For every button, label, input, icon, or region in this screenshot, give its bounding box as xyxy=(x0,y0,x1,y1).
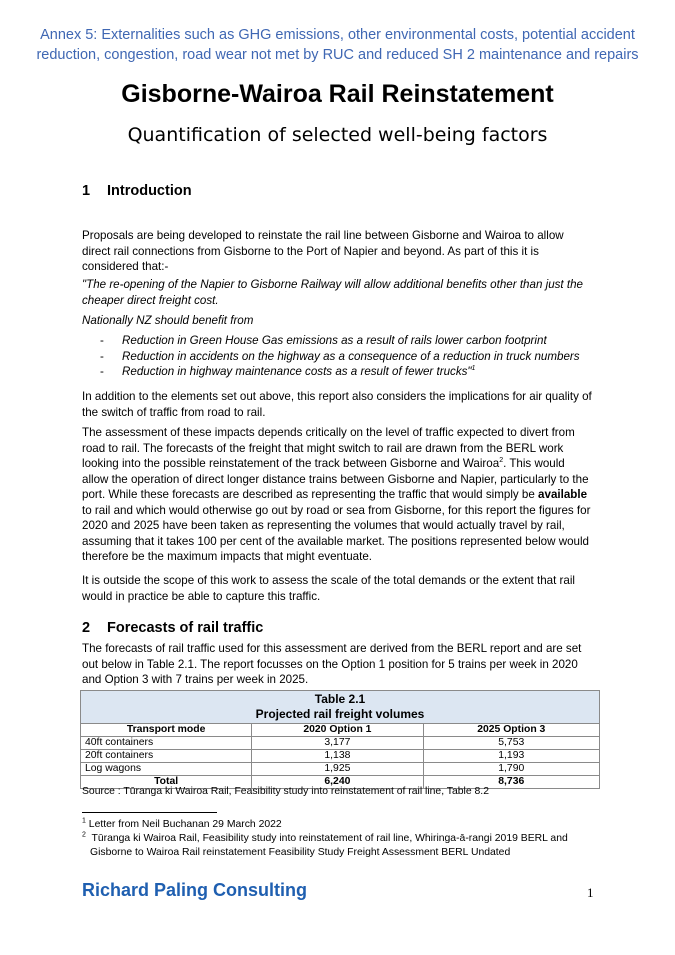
page-number: 1 xyxy=(587,885,594,900)
footnote-1: $^1$ Letter from Neil Buchanan 29 March 2022 xyxy=(82,817,282,830)
footnote-separator xyxy=(82,812,217,813)
annex-line-2: reduction, congestion, road wear not met by RUC and reduced SH 2 maintenance and repairs xyxy=(36,47,639,63)
table-caption: Table 2.1 Projected rail freight volumes xyxy=(81,691,600,724)
footnote-ref-1: 1 xyxy=(471,365,476,373)
assessment-paragraph: The assessment of these impacts depends critically on the level of traffic expected to divert from road to rail. The forecasts of the freight that might switch to rail are drawn from the BERL work looking into the possible reinstatement of the track between Gisborne and Wairoa$^2$. This would allow the operation of direct longer distance trains between Gisborne and Napier, particularly to the port. While these forecasts are described as representing the traffic that would simply be available to rail and which would otherwise go out by road or sea from Gisborne, for this report the figures for 2020 and 2025 have been taken as representing the volumes that would actually travel by rail, assuming that it takes 100 per cent of the available market. The positions represented below would therefore be the maximum impacts that might eventuate. xyxy=(82,426,591,563)
bullet-list xyxy=(100,333,620,380)
table-header-row: Transport mode 2020 Option 1 2025 Option 3 xyxy=(81,724,600,737)
annex-header xyxy=(0,25,675,65)
section-1-number: 1 xyxy=(82,183,91,199)
document-title: Gisborne-Wairoa Rail Reinstatement xyxy=(121,80,554,108)
section-2-title: Forecasts of rail traffic xyxy=(107,620,264,636)
annex-line-1: Annex 5: Externalities such as GHG emissions, other environmental costs, potential accident xyxy=(40,27,635,43)
list-item: - Reduction in accidents on the highway as a consequence of a reduction in truck numbers xyxy=(100,349,580,363)
table-source: Source : Tūranga ki Wairoa Rail, Feasibility study into reinstatement of rail line, Table 8.2 xyxy=(82,786,489,797)
scope-paragraph: It is outside the scope of this work to assess the scale of the total demands or the extent that rail would in practice be able to capture this traffic. xyxy=(82,574,576,603)
list-item: - Reduction in Green House Gas emissions as a result of rails lower carbon footprint xyxy=(100,334,547,347)
footer-company-name: Richard Paling Consulting xyxy=(82,880,308,900)
list-item: - Reduction in highway maintenance costs as a result of fewer trucks"$^1$ xyxy=(100,365,476,378)
footnote-2: $^2$ Tūranga ki Wairoa Rail, Feasibility study into reinstatement of rail line, Whiringa-ā-rangi 2019 BERL and Gisborne to Wairoa Rail reinstatement Feasibility Study Freight Assessment BERL Undated xyxy=(82,831,568,858)
footnote-ref-2: 2 xyxy=(499,457,504,465)
quote-paragraph: "The re-opening of the Napier to Gisborne Railway will allow additional benefits other than just the cheaper direct freight cost. xyxy=(82,278,583,307)
rail-freight-table xyxy=(80,690,600,789)
table-row: 20ft containers 1,138 1,193 xyxy=(81,750,600,763)
quote-nationally: Nationally NZ should benefit from xyxy=(82,314,254,327)
bullet-dash: - xyxy=(100,365,104,378)
table-row: 40ft containers 3,177 5,753 xyxy=(81,737,600,750)
section-2-number: 2 xyxy=(82,620,91,636)
bullet-dash: - xyxy=(100,349,104,363)
document-subtitle: Quantification of selected well-being factors xyxy=(127,124,548,146)
table-row: Log wagons 1,925 1,790 xyxy=(81,763,600,776)
forecasts-paragraph: The forecasts of rail traffic used for this assessment are derived from the BERL report and are set out below in Table 2.1. The report focusses on the Option 1 position for 5 trains per week in 2020 and Option 3 with 7 trains per week in 2025. xyxy=(82,642,582,686)
section-1-heading xyxy=(82,183,192,199)
air-quality-paragraph: In addition to the elements set out above, this report also considers the implications for air quality of the switch of traffic from road to rail. xyxy=(82,390,592,419)
table-total-row: Total 6,240 8,736 xyxy=(81,776,600,789)
section-1-title: Introduction xyxy=(107,183,192,199)
available-bold: available xyxy=(538,488,588,501)
section-2-heading xyxy=(82,620,263,636)
intro-paragraph: Proposals are being developed to reinstate the rail line between Gisborne and Wairoa to allow direct rail connections from Gisborne to the Port of Napier and beyond. As part of this it is considered that:- xyxy=(82,229,564,273)
bullet-dash: - xyxy=(100,334,104,347)
